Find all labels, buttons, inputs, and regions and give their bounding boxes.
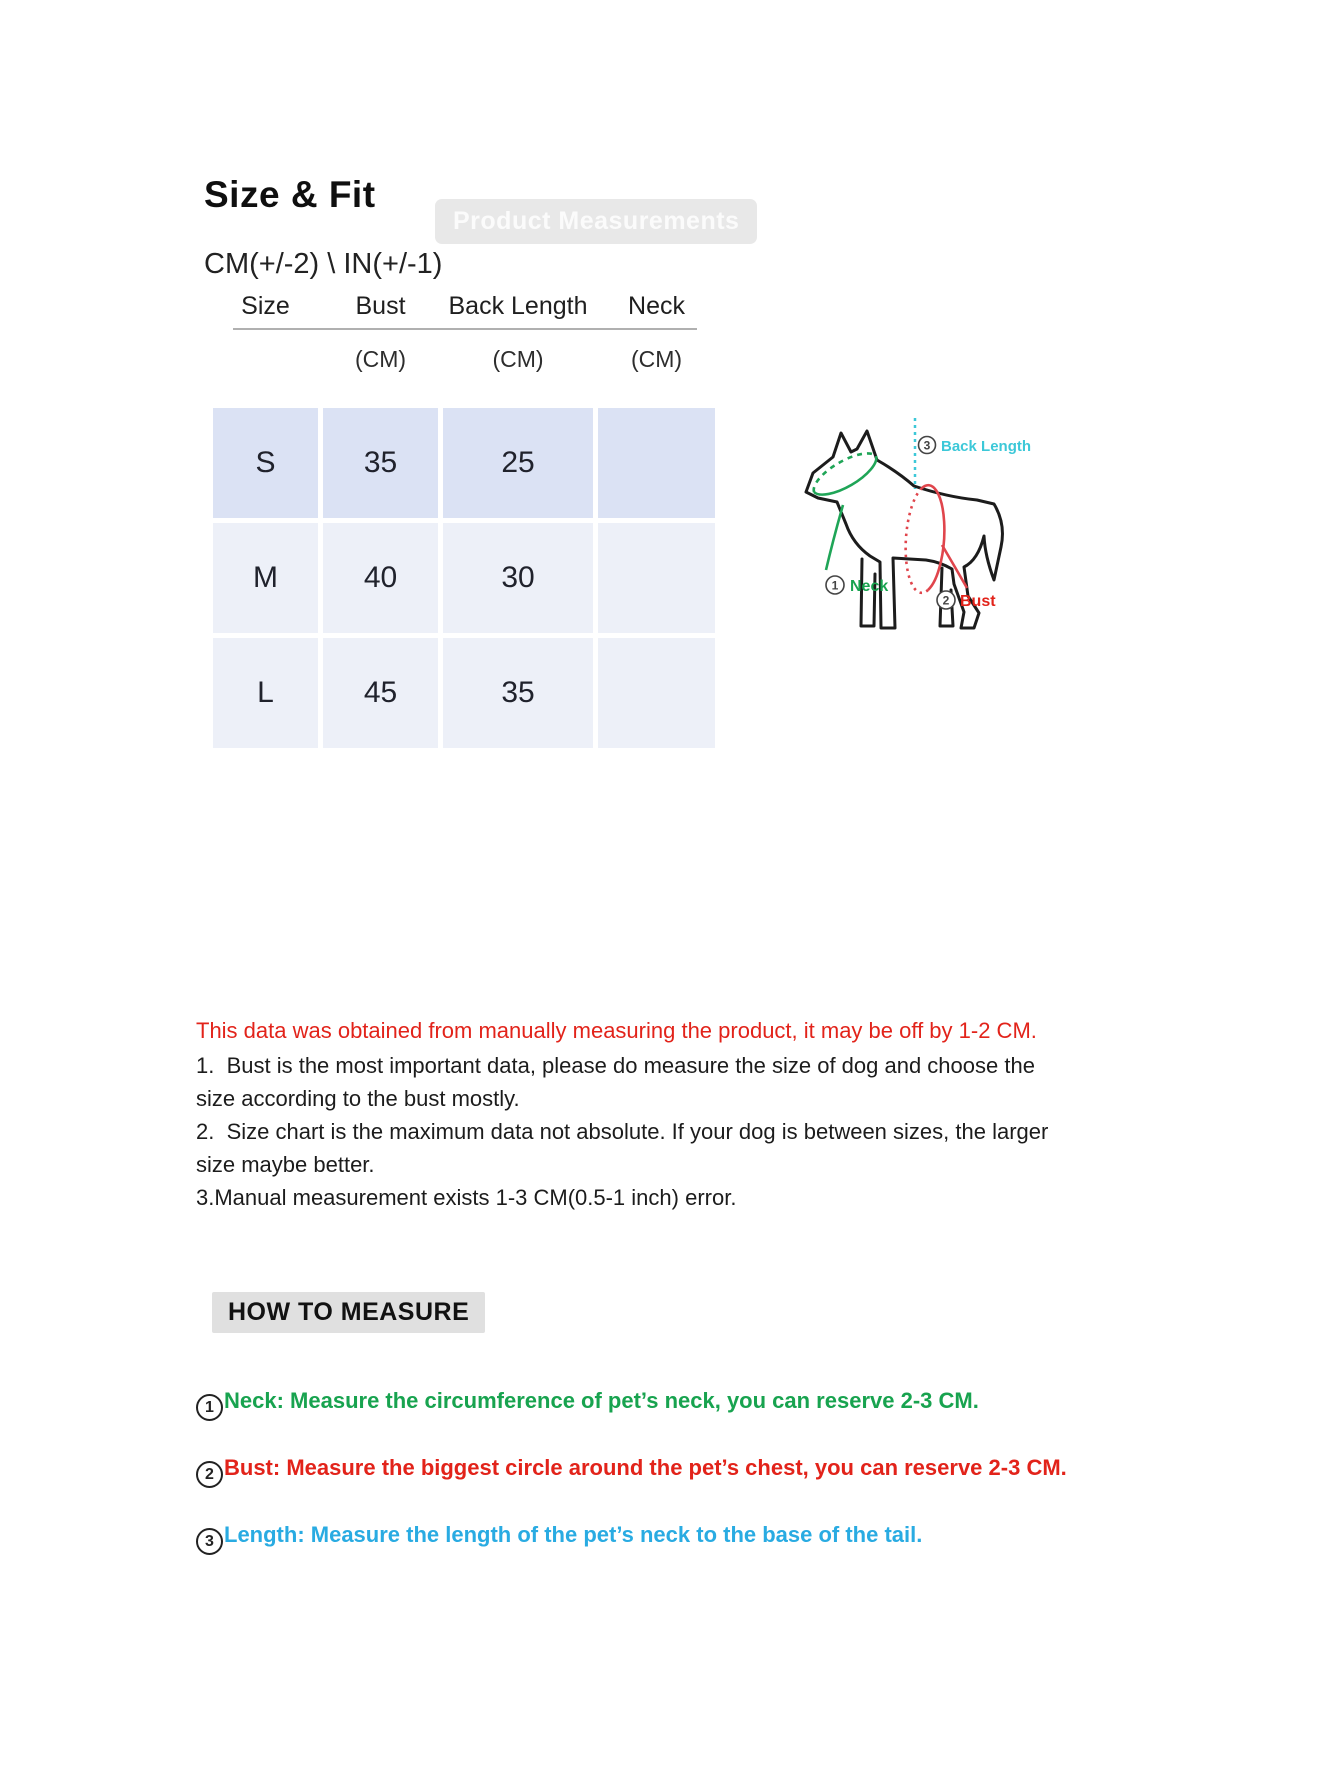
header-underline <box>233 328 697 330</box>
size-table-body <box>213 408 725 748</box>
size-table <box>213 292 725 752</box>
cell-back-length: 30 <box>443 523 593 633</box>
svg-text:3: 3 <box>923 438 931 453</box>
column-header-back-length: Back Length <box>448 292 588 320</box>
back-length-label <box>919 437 1032 456</box>
circled-3-icon: 3 <box>196 1528 223 1555</box>
cell-size: S <box>213 408 318 518</box>
column-header-neck: Neck <box>628 292 685 320</box>
cell-bust: 35 <box>323 408 438 518</box>
circled-2-icon: 2 <box>196 1461 223 1488</box>
unit-label: (CM) <box>630 346 683 372</box>
neck-leader-line <box>826 505 843 570</box>
svg-text:2: 2 <box>942 593 950 608</box>
cell-neck <box>598 638 715 748</box>
how-to-measure-heading: HOW TO MEASURE <box>212 1292 485 1333</box>
unit-label: (CM) <box>354 346 407 372</box>
size-table-units-row <box>213 346 725 373</box>
step-length <box>196 1518 1076 1555</box>
svg-text:1: 1 <box>831 578 839 593</box>
column-header-bust: Bust <box>355 292 406 320</box>
note-warning: This data was obtained from manually measuring the product, it may be off by 1-2 CM. <box>196 1018 1037 1043</box>
cell-back-length: 25 <box>443 408 593 518</box>
step-bust <box>196 1451 1076 1488</box>
column-header-size: Size <box>241 292 290 320</box>
note-item: 1. Bust is the most important data, please do measure the size of dog and choose the size according to the bust mostly. <box>196 1053 1042 1111</box>
cell-neck <box>598 523 715 633</box>
svg-text:Neck: Neck <box>850 578 889 595</box>
cell-neck <box>598 408 715 518</box>
circled-1-icon: 1 <box>196 1394 223 1421</box>
cell-size: L <box>213 638 318 748</box>
note-item: 2. Size chart is the maximum data not absolute. If your dog is between sizes, the larger size maybe better. <box>196 1119 1055 1177</box>
step-bust-text: Bust: Measure the biggest circle around the pet’s chest, you can reserve 2-3 CM. <box>224 1455 1067 1480</box>
cell-size: M <box>213 523 318 633</box>
page-title: Size & Fit <box>204 174 376 215</box>
how-to-measure-steps <box>196 1384 1076 1585</box>
svg-text:Back Length: Back Length <box>941 438 1032 455</box>
unit-label <box>213 346 318 373</box>
bust-label <box>937 591 996 610</box>
step-neck-text: Neck: Measure the circumference of pet’s neck, you can reserve 2-3 CM. <box>224 1388 979 1413</box>
unit-label: (CM) <box>492 346 544 372</box>
product-measurements-badge: Product Measurements <box>435 199 757 244</box>
cell-bust: 40 <box>323 523 438 633</box>
note-item: 3.Manual measurement exists 1-3 CM(0.5-1 inch) error. <box>196 1185 737 1210</box>
neck-label <box>826 576 888 595</box>
step-length-text: Length: Measure the length of the pet’s neck to the base of the tail. <box>224 1522 923 1547</box>
size-table-header <box>213 292 725 321</box>
measurement-notes <box>196 1012 1076 1214</box>
dog-measurement-diagram <box>700 372 1040 634</box>
step-neck <box>196 1384 1076 1421</box>
cell-bust: 45 <box>323 638 438 748</box>
cell-back-length: 35 <box>443 638 593 748</box>
bust-ellipse <box>906 485 967 593</box>
svg-text:Bust: Bust <box>960 593 996 610</box>
tolerance-subtitle: CM(+/-2) \ IN(+/-1) <box>204 248 443 280</box>
